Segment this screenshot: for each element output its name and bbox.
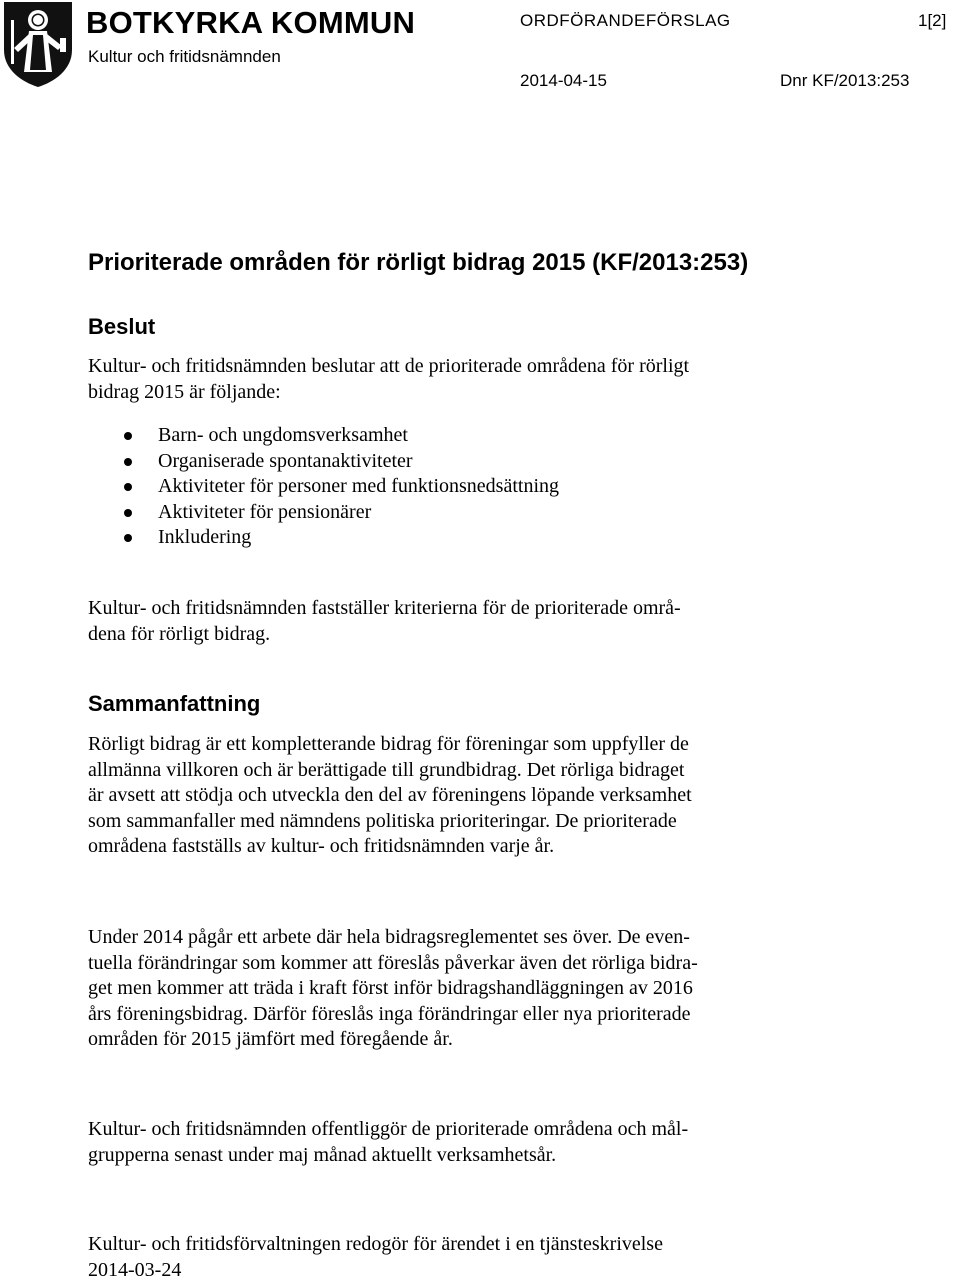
- text-line: Kultur- och fritidsnämnden beslutar att de prioriterade områdena för rörligt: [88, 354, 808, 380]
- bullet-icon: [124, 483, 132, 491]
- text-line: områden för 2015 jämfört med föregående år.: [88, 1027, 808, 1053]
- list-item: Aktiviteter för pensionärer: [122, 500, 559, 526]
- document-title: Prioriterade områden för rörligt bidrag 2015 (KF/2013:253): [88, 249, 748, 277]
- bullet-icon: [124, 458, 132, 466]
- text-line: Rörligt bidrag är ett kompletterande bidrag för föreningar som uppfyller de: [88, 732, 808, 758]
- list-item: Inkludering: [122, 525, 559, 551]
- text-line: områdena fastställs av kultur- och fritidsnämnden varje år.: [88, 834, 808, 860]
- text-line: get men kommer att träda i kraft först inför bidragshandläggningen av 2016: [88, 976, 808, 1002]
- list-item: Organiserade spontanaktiviteter: [122, 449, 559, 475]
- section-heading-beslut: Beslut: [88, 314, 155, 340]
- summary-paragraph-4: [88, 1232, 808, 1283]
- text-line: är avsett att stödja och utveckla den del av föreningens löpande verksamhet: [88, 783, 808, 809]
- text-line: 2014-03-24: [88, 1258, 808, 1283]
- summary-paragraph-3: [88, 1117, 808, 1168]
- section-heading-sammanfattning: Sammanfattning: [88, 691, 260, 717]
- text-line: dena för rörligt bidrag.: [88, 622, 808, 648]
- text-line: som sammanfaller med nämndens politiska prioriteringar. De prioriterade: [88, 809, 808, 835]
- text-line: års föreningsbidrag. Därför föreslås inga förändringar eller nya prioriterade: [88, 1002, 808, 1028]
- text-line: tuella förändringar som kommer att föreslås påverkar även det rörliga bidra-: [88, 951, 808, 977]
- text-line: Kultur- och fritidsförvaltningen redogör för ärendet i en tjänsteskrivelse: [88, 1232, 808, 1258]
- document-date: 2014-04-15: [520, 71, 607, 91]
- list-item: Aktiviteter för personer med funktionsnedsättning: [122, 474, 559, 500]
- beslut-criteria: [88, 596, 808, 647]
- document-type: ORDFÖRANDEFÖRSLAG: [520, 11, 731, 31]
- text-line: Kultur- och fritidsnämnden fastställer kriterierna för de prioriterade områ-: [88, 596, 808, 622]
- summary-paragraph-2: [88, 925, 808, 1053]
- text-line: bidrag 2015 är följande:: [88, 380, 808, 406]
- page-number: 1[2]: [918, 11, 946, 31]
- summary-paragraph-1: [88, 732, 808, 860]
- text-line: allmänna villkoren och är berättigade till grundbidrag. Det rörliga bidraget: [88, 758, 808, 784]
- list-item: Barn- och ungdomsverksamhet: [122, 423, 559, 449]
- beslut-intro: [88, 354, 808, 405]
- bullet-icon: [124, 432, 132, 440]
- bullet-icon: [124, 509, 132, 517]
- text-line: Under 2014 pågår ett arbete där hela bidragsreglementet ses över. De even-: [88, 925, 808, 951]
- coat-of-arms-icon: [2, 0, 74, 88]
- text-line: grupperna senast under maj månad aktuellt verksamhetsår.: [88, 1143, 808, 1169]
- priority-area-list: [122, 423, 559, 551]
- organization-name: BOTKYRKA KOMMUN: [86, 5, 415, 41]
- text-line: Kultur- och fritidsnämnden offentliggör de prioriterade områdena och mål-: [88, 1117, 808, 1143]
- bullet-icon: [124, 534, 132, 542]
- department-name: Kultur och fritidsnämnden: [88, 47, 281, 67]
- registration-number: Dnr KF/2013:253: [780, 71, 909, 91]
